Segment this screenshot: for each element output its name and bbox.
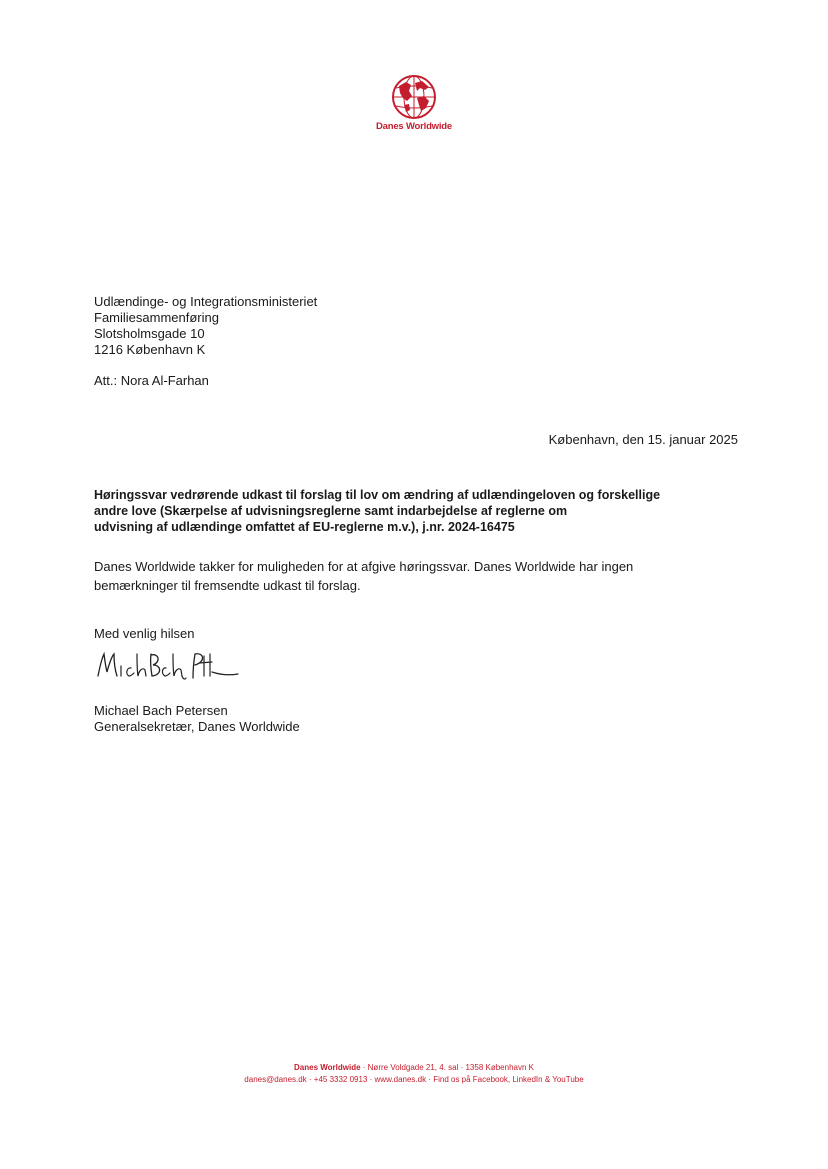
footer-org-name: Danes Worldwide bbox=[294, 1063, 361, 1072]
address-line: 1216 København K bbox=[94, 342, 206, 357]
closing-greeting: Med venlig hilsen bbox=[94, 626, 195, 641]
footer-line-2: danes@danes.dk · +45 3332 0913 · www.danes.dk · Find os på Facebook, LinkedIn & YouTube bbox=[244, 1075, 584, 1084]
letterhead-footer bbox=[0, 1062, 828, 1086]
signer-title: Generalsekretær, Danes Worldwide bbox=[94, 719, 300, 734]
place-and-date: København, den 15. januar 2025 bbox=[548, 432, 738, 447]
address-line: Slotsholmsgade 10 bbox=[94, 326, 205, 341]
attention-line: Att.: Nora Al-Farhan bbox=[94, 373, 209, 388]
subject-heading bbox=[94, 487, 744, 535]
body-paragraph bbox=[94, 557, 744, 595]
footer-line-1 bbox=[0, 1062, 828, 1074]
subject-line: andre love (Skærpelse af udvisningsreglerne samt indarbejdelse af reglerne om bbox=[94, 504, 568, 518]
signer-block bbox=[94, 703, 300, 735]
danes-worldwide-logo bbox=[371, 74, 457, 132]
logo-text: Danes Worldwide bbox=[375, 121, 452, 132]
signer-name: Michael Bach Petersen bbox=[94, 703, 228, 718]
recipient-address bbox=[94, 294, 317, 358]
address-line: Familiesammenføring bbox=[94, 310, 219, 325]
address-line: Udlændinge- og Integrationsministeriet bbox=[94, 294, 318, 309]
globe-icon bbox=[391, 74, 437, 120]
body-line: Danes Worldwide takker for muligheden for at afgive høringssvar. Danes Worldwide har ingen bbox=[94, 559, 634, 574]
footer-address: · Nørre Voldgade 21, 4. sal · 1358 København K bbox=[360, 1063, 534, 1072]
subject-line: udvisning af udlændinge omfattet af EU-reglerne m.v.), j.nr. 2024-16475 bbox=[94, 520, 515, 534]
body-line: bemærkninger til fremsendte udkast til forslag. bbox=[94, 578, 361, 593]
handwritten-signature bbox=[94, 646, 244, 686]
subject-line: Høringssvar vedrørende udkast til forslag til lov om ændring af udlændingeloven og forskellige bbox=[94, 488, 661, 502]
